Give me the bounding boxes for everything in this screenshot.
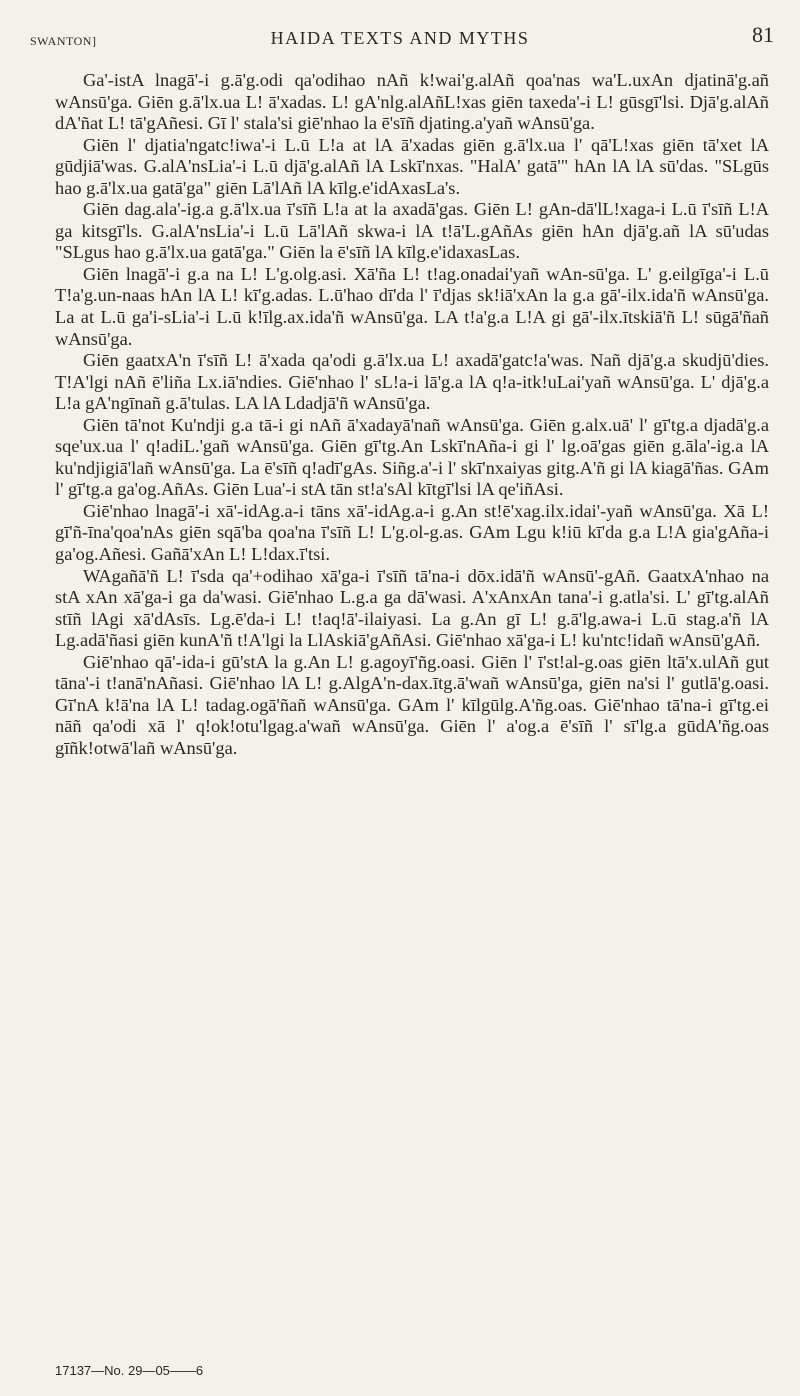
running-head: [0, 20, 800, 54]
running-head-author: SWANTON]: [30, 34, 97, 48]
paragraph: WAgañā'ñ L! ī'sda qa'+odihao xā'ga-i ī'sīñ tā'na-i dōx.idā'ñ wAnsū'-gAñ. GaatxA'nhao na stA xAn xā'ga-i ga da'wasi. Giē'nhao L.g.a ga dā'wasi. A'xAnxAn tana'-i g.atla'si. L' gī'tg.alAñ stīñ lAgi xā'dAsīs. Lg.ē'da-i L! t!aq!ā'-ilaiyasi. La g.An gī L! g.ā'lg.awa-i L.ū stag.a'ñ lA Lg.adā'ñasi giēn kunA'ñ t!A'lgi la LlAskiā'gAñAsi. Giē'nhao xā'ga-i L! ku'ntc!idañ wAnsū'gAñ.: [55, 565, 769, 651]
paragraph: Giē'nhao lnagā'-i xā'-idAg.a-i tāns xā'-idAg.a-i g.An st!ē'xag.ilx.idai'-yañ wAnsū'ga. Xā L! gī'ñ-īna'qoa'nAs giēn sqā'ba qoa'na ī'sīñ L! L'g.ol-g.as. GAm Lgu k!iū kī'da g.a L!A gia'gAña-i ga'og.Añesi. Gañā'xAn L! L!dax.ī'tsi.: [55, 500, 769, 565]
running-head-title: HAIDA TEXTS AND MYTHS: [270, 28, 530, 48]
paragraph: Giē'nhao qā'-ida-i gū'stA la g.An L! g.agoyī'ñg.oasi. Giēn l' ī'st!al-g.oas giēn ltā'x.ulAñ gut tāna'-i t!anā'nAñasi. Giē'nhao lA L! g.AlgA'n-dax.ītg.ā'wañ wAnsū'ga, giēn na'si l' gutlā'g.oasi. Gī'nA k!ā'na lA L! tadag.ogā'ñañ wAnsū'ga. GAm l' kīlgūlg.A'ñg.oas. Giē'nhao tā'na-i gī'tg.ei nāñ qa'odi xā l' q!ok!otu'lgag.a'wañ wAnsū'ga. Giēn l' a'og.a ē'sīñ l' sī'lg.a gūdA'ñg.oas gīñk!otwā'lañ wAnsū'ga.: [55, 651, 769, 758]
text-body: [55, 70, 769, 760]
paragraph: Ga'-istA lnagā'-i g.ā'g.odi qa'odihao nAñ k!wai'g.alAñ qoa'nas wa'L.uxAn djatinā'g.añ wAnsū'ga. Giēn g.ā'lx.ua L! ā'xadas. L! gA'nlg.alAñL!xas giēn taxeda'-i L! gūsgī'lsi. Djā'g.alAñ dA'ñat L! tā'gAñesi. Gī l' stala'si giē'nhao la ē'sīñ djating.a'yañ wAnsū'ga.: [55, 70, 769, 134]
printer-imprint: 17137—No. 29—05——6: [55, 1363, 204, 1378]
paragraph: Giēn l' djatia'ngatc!iwa'-i L.ū L!a at lA ā'xadas giēn g.ā'lx.ua l' qā'L!xas giēn tā'xet lA gūdjiā'was. G.alA'nsLia'-i L.ū djā'g.alAñ lA Lskī'nxas. "HalA' gatā'" hAn lA lA sū'das. "SLgūs hao g.ā'lx.ua gatā'ga" giēn Lā'lAñ lA kīlg.e'idAxasLa's.: [55, 134, 769, 198]
paragraph: Giēn gaatxA'n ī'sīñ L! ā'xada qa'odi g.ā'lx.ua L! axadā'gatc!a'was. Nañ djā'g.a skudjū'dies. T!A'lgi nAñ ē'liña Lx.iā'ndies. Giē'nhao l' sL!a-i lā'g.a lA q!a-itk!uLai'yañ wAnsū'ga. L' djā'g.a L!a gA'ngīnañ g.ā'tulas. LA lA Ldadjā'ñ wAnsū'ga.: [55, 350, 769, 414]
paragraph: Giēn dag.ala'-ig.a g.ā'lx.ua ī'sīñ L!a at la axadā'gas. Giēn L! gAn-dā'lL!xaga-i L.ū ī'sīñ L!A ga kitsgī'ls. G.alA'nsLia'-i L.ū Lā'lAñ skwa-i lA t!ā'L.gAñAs giēn hAn djā'g.añ lA sū'udas "SLgus hao g.ā'lx.ua gatā'ga." Giēn la ē'sīñ lA kīlg.e'idaxasLas.: [55, 199, 769, 263]
page-number: 81: [752, 22, 774, 47]
paragraph: Giēn tā'not Ku'ndji g.a tā-i gi nAñ ā'xadayā'nañ wAnsū'ga. Giēn g.alx.uā' l' gī'tg.a djadā'g.a sqe'ux.ua l' q!adiL.'gañ wAnsū'ga. Giēn gī'tg.An Lskī'nAña-i gi l' lg.oā'gas giēn g.āla'-ig.a lA ku'ndjigiā'lañ wAnsū'ga. La ē'sīñ q!adī'gAs. Siñg.a'-i l' skī'nxaiyas gitg.A'ñ gi lA kiagā'ñas. GAm l' gī'tg.a ga'og.AñAs. Giēn Lua'-i stA tān st!a'sAl kītgī'lsi lA qe'iñAsi.: [55, 414, 769, 500]
paragraph: Giēn lnagā'-i g.a na L! L'g.olg.asi. Xā'ña L! t!ag.onadai'yañ wAn-sū'ga. L' g.eilgīga'-i L.ū T!a'g.un-naas hAn lA L! kī'g.adas. L.ū'hao dī'da l' ī'djas sk!iā'xAn la g.a gā'-ilx.ida'ñ wAnsū'ga. La at L.ū ga'i-sLia'-i L.ū k!īlg.ax.ida'ñ wAnsū'ga. LA t!a'g.a L!A gi gā'-ilx.ītskiā'ñ L! sūgā'ñañ wAnsū'ga.: [55, 263, 769, 349]
